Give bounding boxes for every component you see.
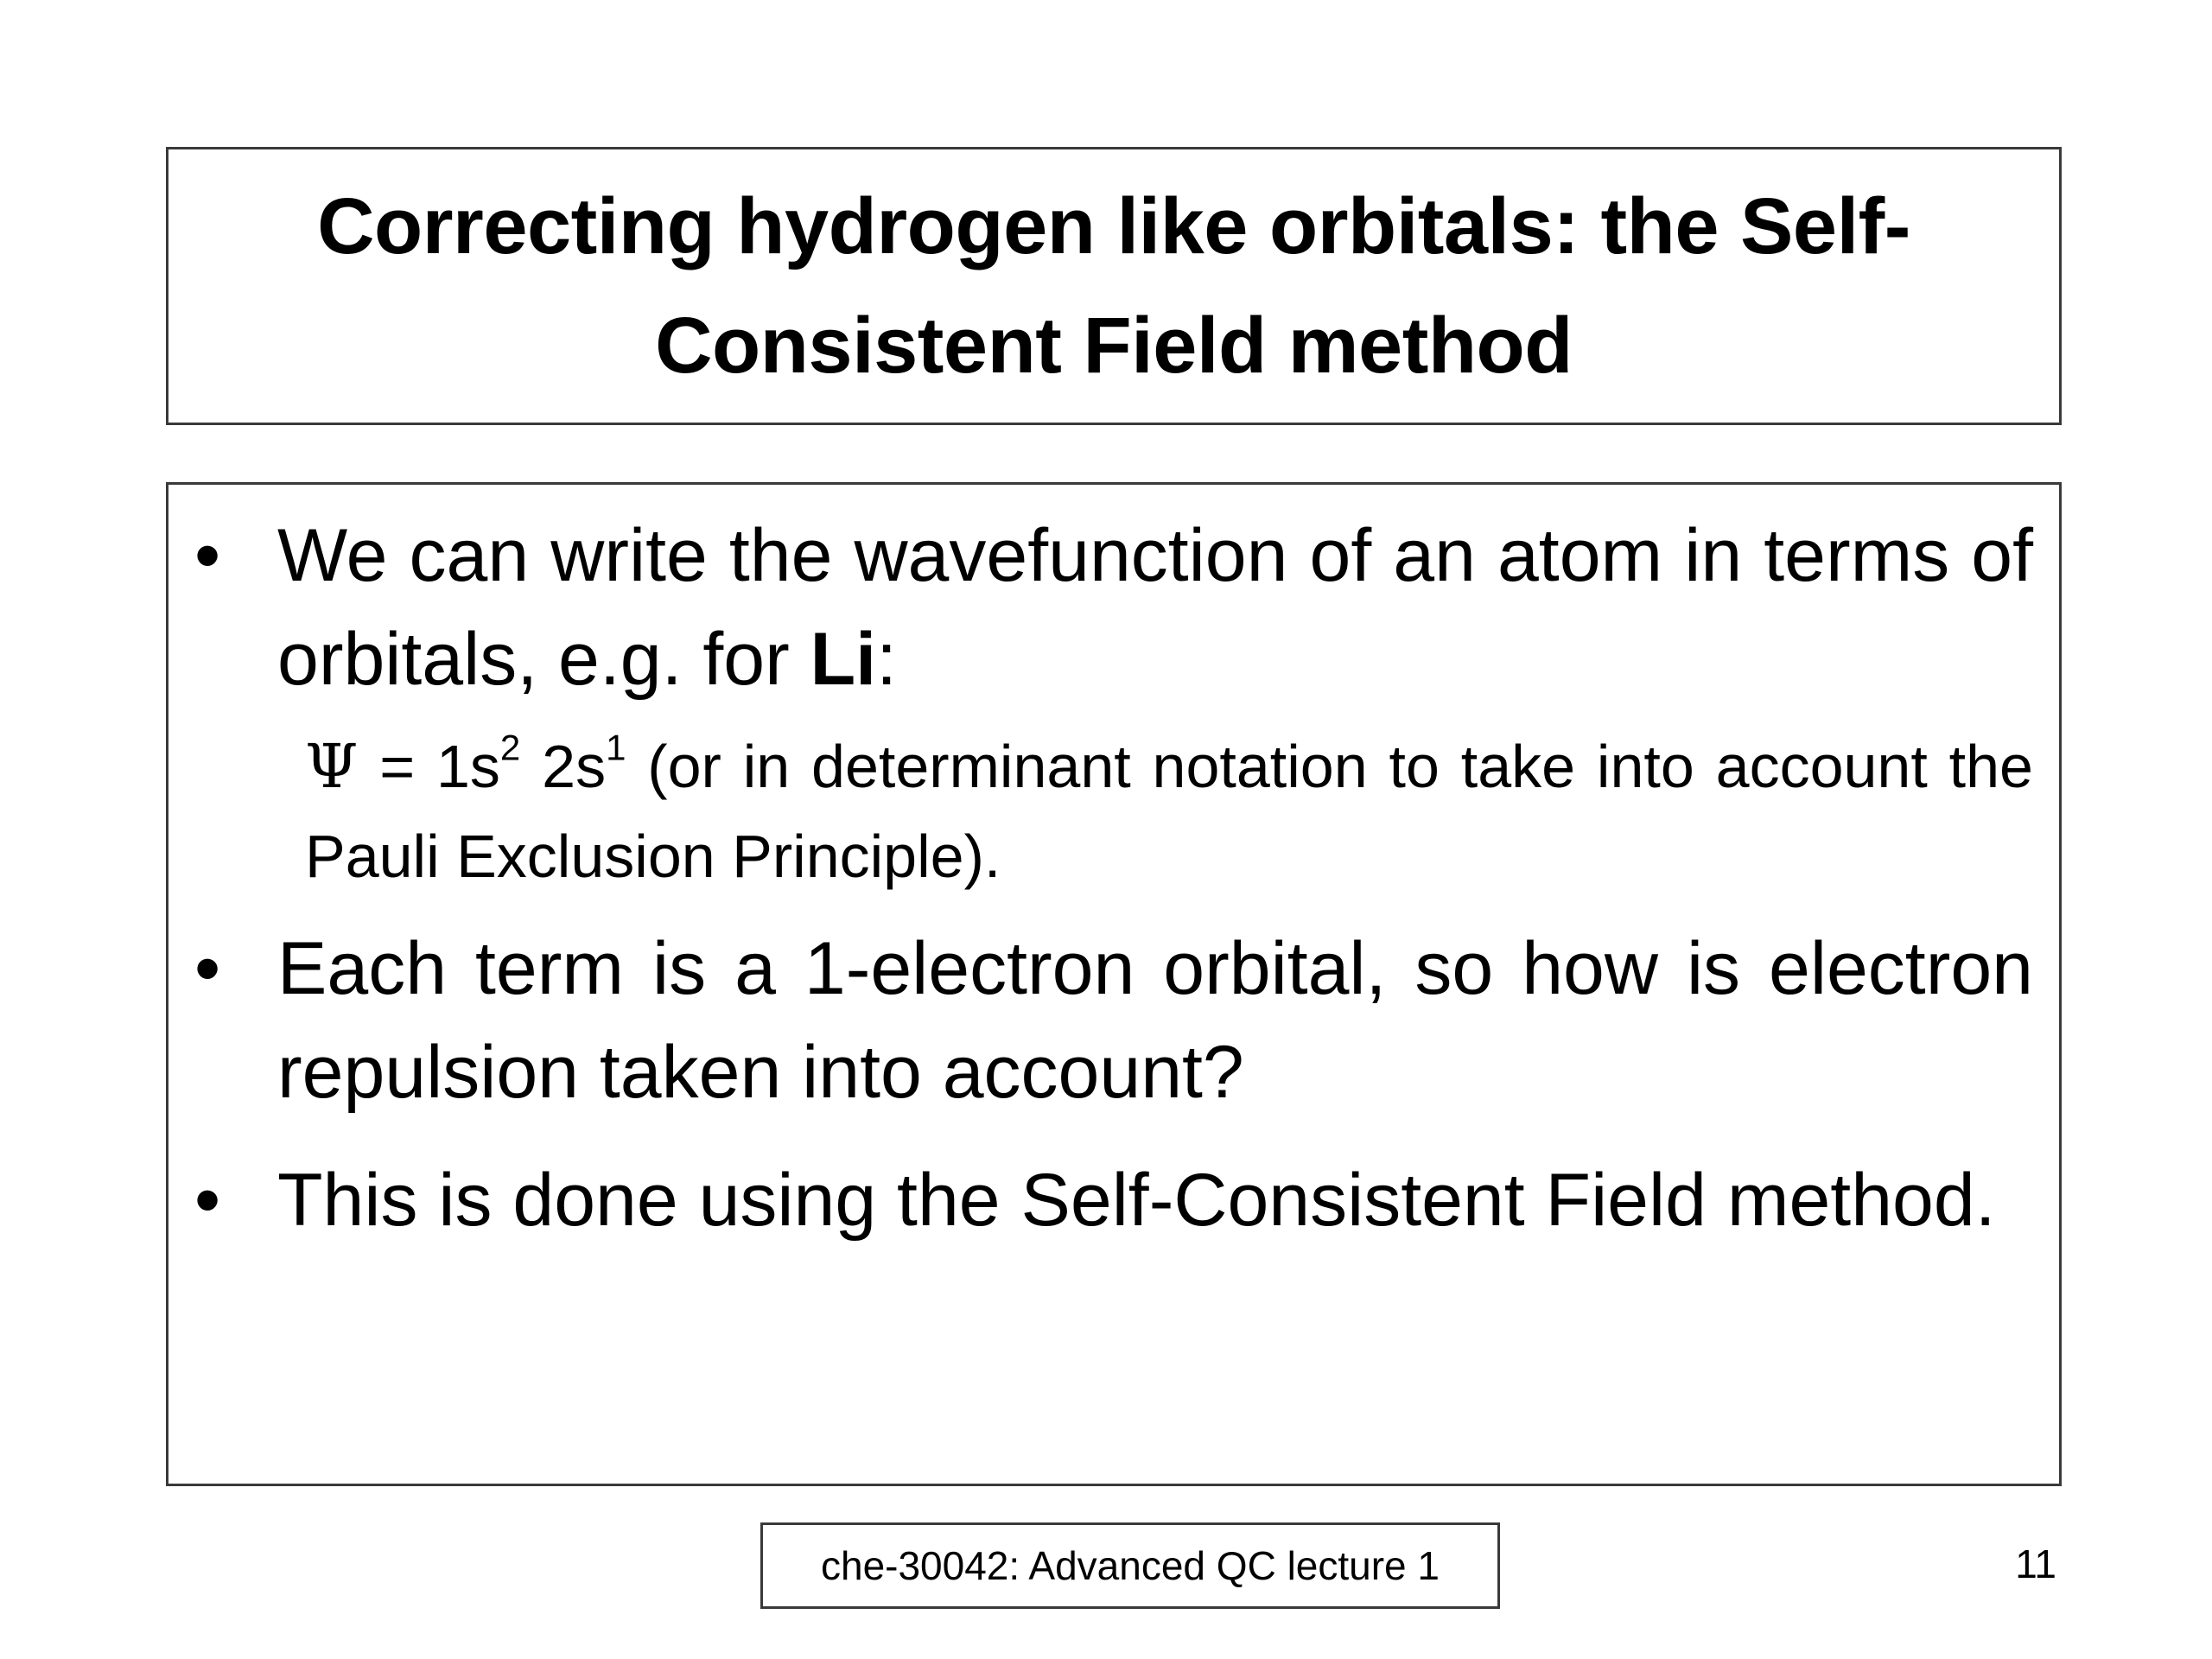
equation-part: = 1s xyxy=(358,733,500,800)
bullet-text: This is done using the Self-Consistent Field method. xyxy=(277,1159,1996,1242)
bullet-bold-text: Li xyxy=(810,618,877,701)
bullet-item xyxy=(194,1148,2033,1252)
footer-box xyxy=(760,1522,1500,1609)
equation-part: 2s xyxy=(520,733,607,800)
footer-text: che-30042: Advanced QC lecture 1 xyxy=(820,1543,1440,1588)
bullet-icon: • xyxy=(194,514,221,597)
superscript: 1 xyxy=(606,727,626,768)
slide-title: Correcting hydrogen like orbitals: the Self-Consistent Field method xyxy=(317,182,1910,390)
sub-item-equation xyxy=(194,721,2033,901)
slide-content-box xyxy=(166,482,2062,1486)
bullet-text: Each term is a 1-electron orbital, so how is electron repulsion taken into account? xyxy=(277,927,2033,1114)
bullet-icon: • xyxy=(194,1159,221,1242)
slide-title-box xyxy=(166,147,2062,425)
bullet-text-end: : xyxy=(876,618,897,701)
superscript: 2 xyxy=(499,727,521,768)
equation-note: (or in determinant notation to take into account the Pauli Exclusion Principle). xyxy=(305,733,2033,890)
page-number: 11 xyxy=(2015,1541,2056,1586)
psi-symbol: Ψ xyxy=(305,731,359,802)
bullet-icon: • xyxy=(194,927,221,1010)
bullet-item xyxy=(194,917,2033,1124)
bullet-text: We can write the wavefunction of an atom in terms of orbitals, e.g. for xyxy=(277,514,2033,701)
bullet-item xyxy=(194,504,2033,711)
